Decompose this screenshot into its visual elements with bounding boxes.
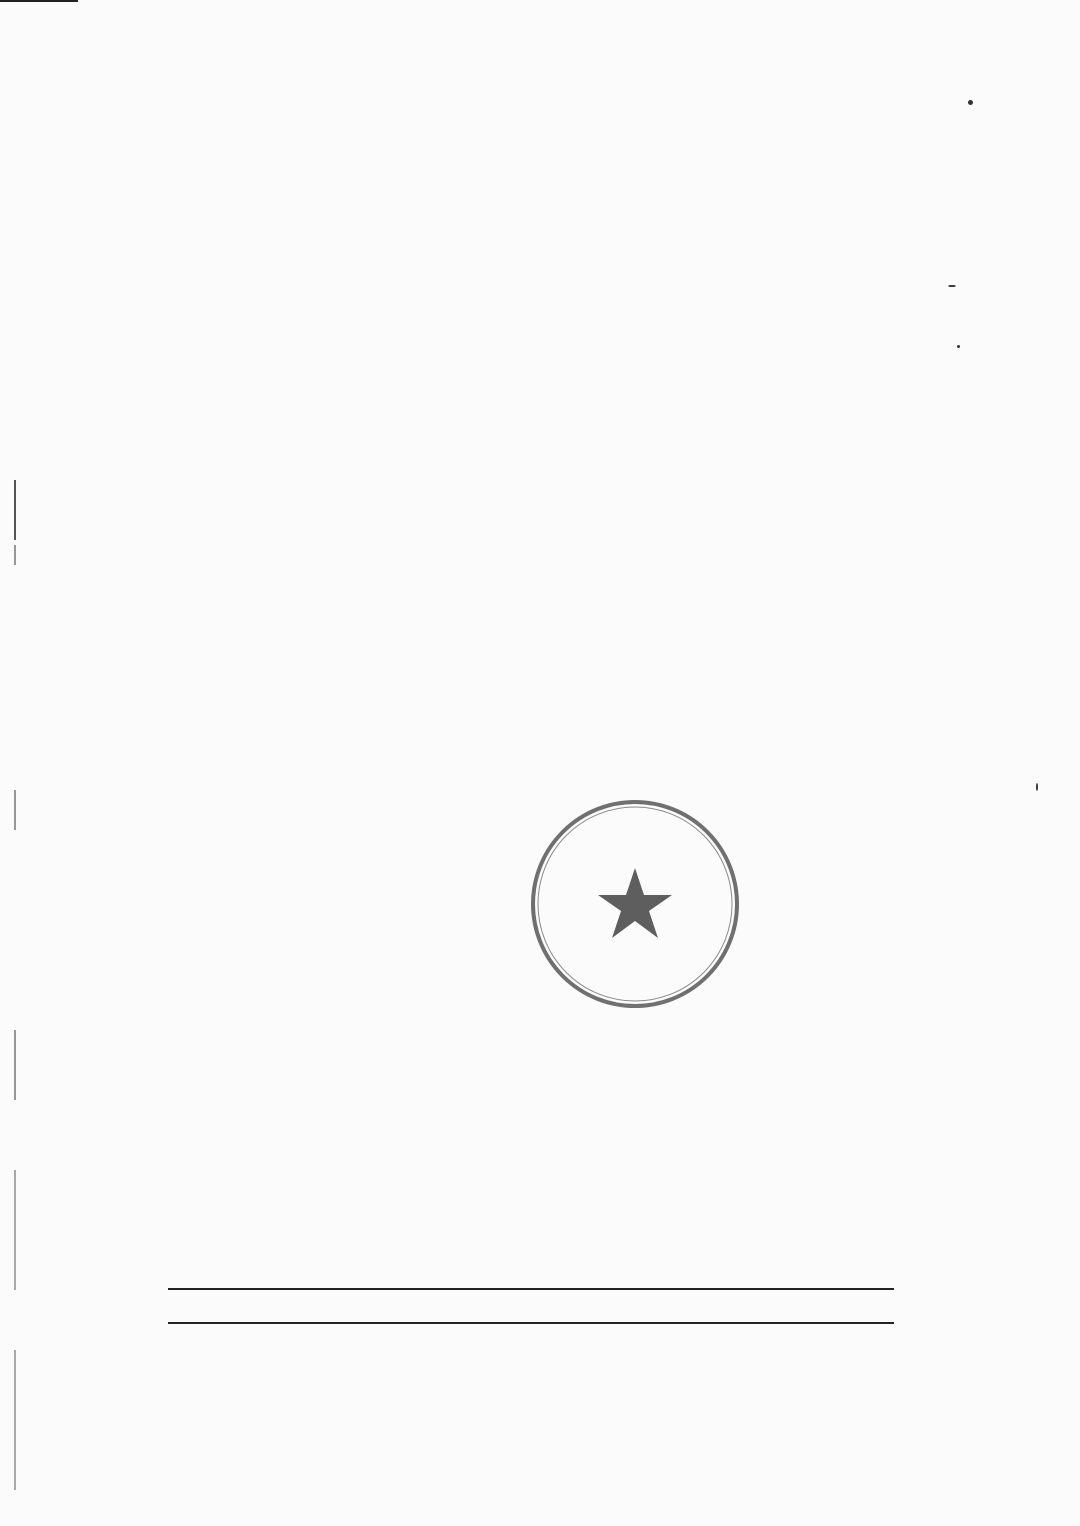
scan-edge-line xyxy=(0,0,78,2)
scan-speck xyxy=(957,345,960,348)
seal-star xyxy=(598,868,672,938)
scan-mark xyxy=(14,1170,16,1290)
scan-speck xyxy=(968,100,973,105)
scan-mark xyxy=(14,545,16,565)
footer-rule-top xyxy=(168,1288,894,1290)
scan-mark xyxy=(14,1030,16,1100)
scan-mark xyxy=(14,790,16,830)
scan-mark xyxy=(14,480,16,540)
scan-binding-marks xyxy=(14,470,26,1520)
scan-speck xyxy=(948,285,956,287)
official-seal xyxy=(527,796,743,1012)
footer-rule-bottom xyxy=(168,1322,894,1324)
scan-mark xyxy=(14,1350,16,1490)
scan-speck xyxy=(1036,783,1038,791)
